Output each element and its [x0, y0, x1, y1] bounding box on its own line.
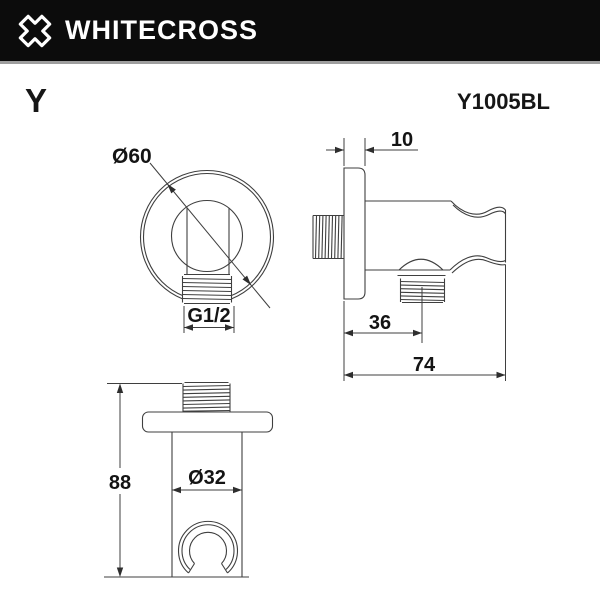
body-and-holder: [365, 201, 506, 273]
flange-outline: [143, 412, 273, 432]
dim-plate-thickness-label: 10: [390, 129, 414, 151]
inlet-thread: [313, 216, 344, 259]
dim-body-diameter-label: Ø32: [188, 467, 226, 489]
side-view-drawing: [313, 129, 506, 381]
series-letter: Y: [25, 82, 48, 119]
brand-name: WHITECROSS: [65, 15, 259, 45]
top-thread: [183, 383, 230, 413]
dim-total-height-label: 88: [108, 472, 132, 494]
holder-ring: [179, 521, 238, 573]
dim-total-depth-label: 74: [412, 354, 436, 376]
body-outline-bottom: [104, 432, 249, 577]
body-outline: [172, 201, 243, 272]
front-view-drawing: [112, 145, 274, 333]
model-code: Y1005BL: [457, 89, 550, 114]
wall-plate-side: [344, 168, 365, 299]
dim-thread-size-label: G1/2: [187, 305, 231, 327]
bottom-view-drawing: [104, 383, 273, 578]
front-thread: [183, 275, 232, 305]
dim-outer-diameter-label: Ø60: [112, 145, 152, 168]
dim-outlet-offset-label: 36: [368, 312, 392, 334]
